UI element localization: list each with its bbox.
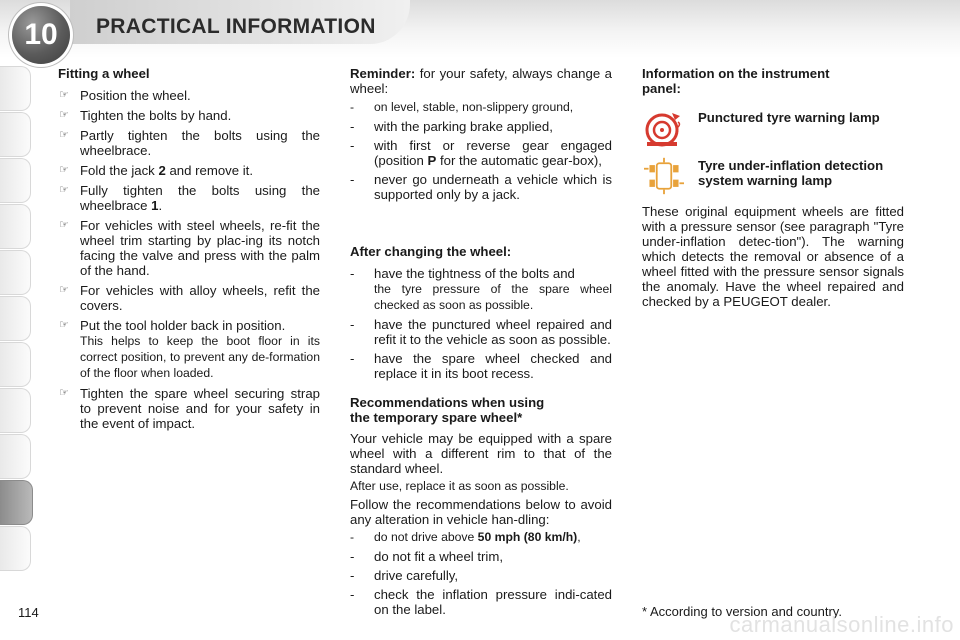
chapter-tab[interactable] [0, 388, 31, 433]
punctured-tyre-lamp-label: Punctured tyre warning lamp [698, 110, 880, 125]
fitting-wheel-list [58, 88, 320, 431]
chapter-tab[interactable] [0, 250, 31, 295]
after-change-heading: After changing the wheel: [350, 244, 512, 259]
list-item: - do not fit a wheel trim, [350, 549, 504, 564]
list-item: - drive carefully, [350, 568, 459, 583]
recommendations-note: After use, replace it as soon as possible. [350, 479, 569, 493]
instrument-panel-section [642, 66, 904, 309]
punctured-tyre-icon [642, 108, 686, 148]
pointing-hand-icon: ☞ [59, 164, 69, 176]
footnote: * According to version and country. [642, 604, 842, 619]
chapter-tab[interactable] [0, 296, 31, 341]
page-title: PRACTICAL INFORMATION [96, 15, 376, 38]
chapter-tab-strip [0, 66, 34, 576]
chapter-tab[interactable] [0, 66, 31, 111]
chapter-badge: 10 [12, 6, 70, 64]
list-item: ☞ For vehicles with steel wheels, re-fit the wheel trim starting by plac-ing its notch facing the valve and press with the palm of the hand. [59, 218, 320, 278]
reminder-list [350, 100, 612, 202]
list-item: ☞ For vehicles with alloy wheels, refit the covers. [59, 283, 320, 313]
list-item: ☞ Partly tighten the bolts using the wheelbrace. [59, 128, 320, 158]
chapter-tab[interactable] [0, 204, 31, 249]
pointing-hand-icon: ☞ [59, 109, 69, 121]
pointing-hand-icon: ☞ [59, 219, 69, 231]
chapter-tab[interactable] [0, 342, 31, 387]
watermark: carmanualsonline.info [729, 612, 954, 637]
list-item: - have the tightness of the bolts and the tyre pressure of the spare wheel checked as soon as possible. [350, 266, 612, 312]
under-inflation-lamp-label: Tyre under-inflation detection system warning lamp [698, 158, 884, 188]
list-item: - have the spare wheel checked and replace it in its boot recess. [350, 351, 612, 381]
recommendations-list [350, 530, 612, 617]
list-item: ☞ Fully tighten the bolts using the wheelbrace 1. [59, 183, 320, 213]
list-item: - with first or reverse gear engaged (position P for the automatic gear-box), [350, 138, 612, 168]
page-number: 114 [18, 605, 39, 620]
fitting-wheel-section [58, 66, 320, 436]
punctured-tyre-lamp-row [642, 108, 904, 148]
recommendations-heading: Recommendations when using the temporary spare wheel* [350, 395, 545, 425]
list-item: ☞ Tighten the spare wheel securing strap to prevent noise and for your safety in the event of impact. [59, 386, 320, 431]
after-change-list [350, 266, 612, 381]
pointing-hand-icon: ☞ [59, 284, 69, 296]
list-item: ☞ Position the wheel. [59, 88, 191, 103]
pointing-hand-icon: ☞ [59, 89, 69, 101]
list-item: - do not drive above 50 mph (80 km/h), [350, 530, 581, 544]
pointing-hand-icon: ☞ [59, 387, 69, 399]
recommendations-paragraph: Your vehicle may be equipped with a spare wheel with a different rim to that of the standard wheel. [350, 431, 612, 476]
fitting-wheel-heading: Fitting a wheel [58, 66, 150, 81]
instrument-panel-paragraph: These original equipment wheels are fitted with a pressure sensor (see paragraph "Tyre under-inflation detec-tion"). The warning which detects the removal or absence of a wheel fitted with the pressure sensor signals the anomaly. Have the wheel repaired and checked by a PEUGEOT dealer. [642, 204, 904, 309]
list-item: - never go underneath a vehicle which is supported only by a jack. [350, 172, 612, 202]
list-item: - on level, stable, non-slippery ground, [350, 100, 574, 114]
tyre-under-inflation-icon [642, 156, 686, 196]
pointing-hand-icon: ☞ [59, 319, 69, 331]
list-item: ☞ Fold the jack 2 and remove it. [59, 163, 254, 178]
wheel-change-section [350, 66, 612, 621]
under-inflation-lamp-row [642, 156, 904, 196]
recommendations-paragraph: Follow the recommendations below to avoid any alteration in vehicle han-dling: [350, 497, 612, 527]
chapter-tab[interactable] [0, 112, 31, 157]
list-item: - with the parking brake applied, [350, 119, 553, 134]
page-header [0, 0, 960, 58]
pointing-hand-icon: ☞ [59, 129, 69, 141]
instrument-panel-heading: Information on the instrument panel: [642, 66, 830, 96]
chapter-tab[interactable] [0, 158, 31, 203]
chapter-tab[interactable] [0, 526, 31, 571]
chapter-tab[interactable] [0, 434, 31, 479]
list-item: ☞ Put the tool holder back in position. This helps to keep the boot floor in its correct position, to prevent any de-formation of the floor when loaded. [59, 318, 320, 380]
pointing-hand-icon: ☞ [59, 184, 69, 196]
list-item: ☞ Tighten the bolts by hand. [59, 108, 232, 123]
chapter-tab-active[interactable] [0, 480, 33, 525]
reminder-paragraph: Reminder: for your safety, always change a wheel: [350, 66, 612, 96]
list-item: - check the inflation pressure indi-cated on the label. [350, 587, 612, 617]
list-item: - have the punctured wheel repaired and refit it to the vehicle as soon as possible. [350, 317, 612, 347]
